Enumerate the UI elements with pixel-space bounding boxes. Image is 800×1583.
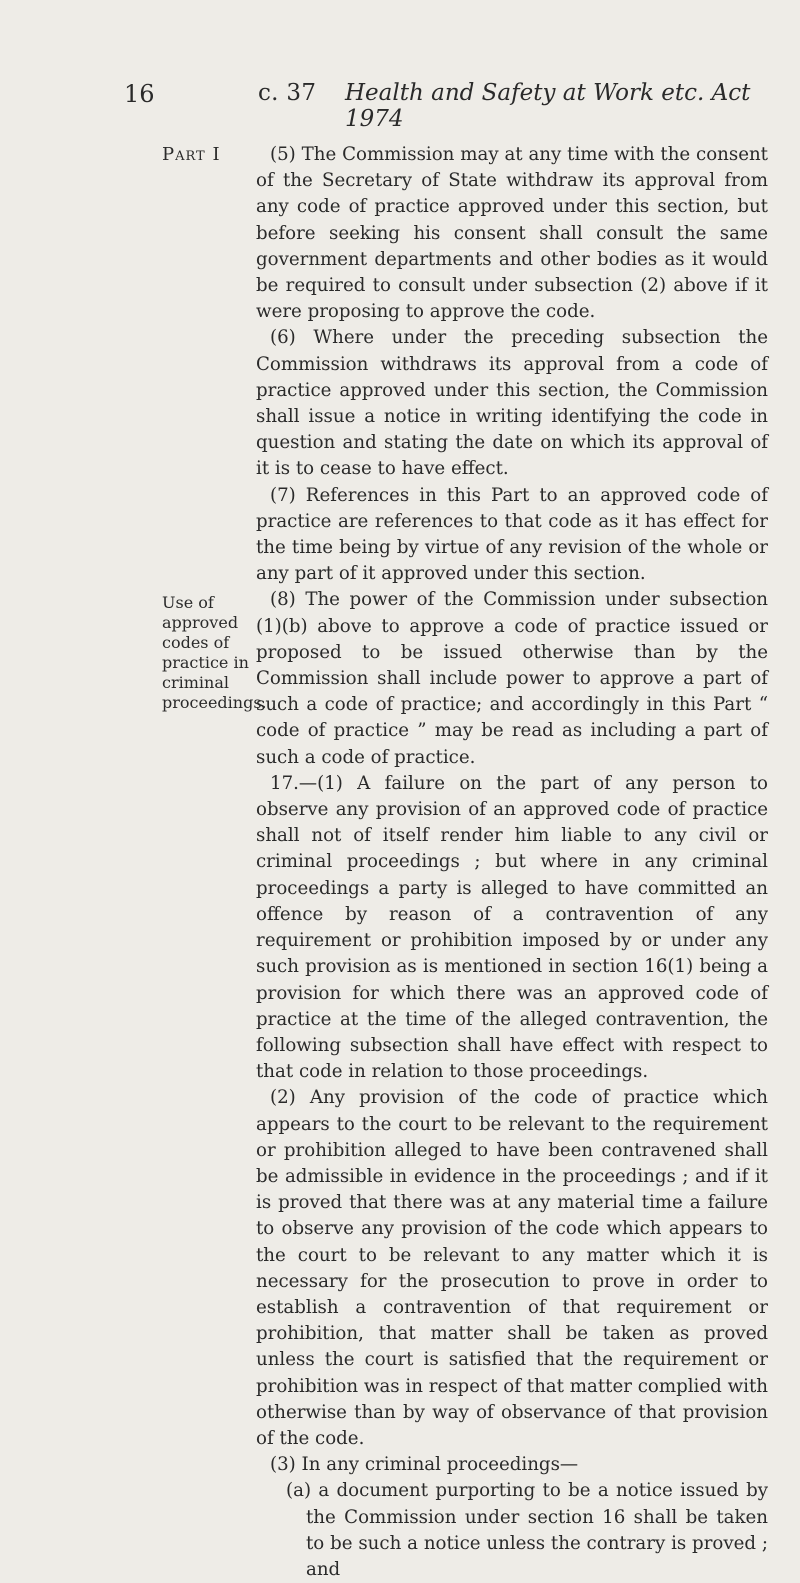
marginal-note-line: proceedings. <box>162 693 267 712</box>
body-text <box>256 142 768 1583</box>
marginal-note-line: Use of <box>162 593 214 612</box>
paragraph-subsection-5: (5) The Commission may at any time with the consent of the Secretary of State withdraw its approval from any code of practice approved under this section, but before seeking his consent shall consult the same government departments and other bodies as it would be required to consult under subsection (2) above if it were proposing to approve the code. <box>256 144 768 323</box>
marginal-note-line: criminal <box>162 673 229 692</box>
marginal-note-line: approved <box>162 613 239 632</box>
paragraph-section-17-2: (2) Any provision of the code of practice which appears to the court to be relevant to the requirement or prohibition alleged to have been contravened shall be admissible in evidence in the proceedings ; and if it is proved that there was at any material time a failure to observe any provision of the code which appears to the court to be relevant to any matter which it is necessary for the prosecution to prove in order to establish a contravention of that requirement or prohibition, that matter shall be taken as proved unless the court is satisfied that the requirement or prohibition was in respect of that matter complied with otherwise than by way of observance of that provision of the code. <box>256 1087 768 1449</box>
marginal-note <box>162 593 267 713</box>
paragraph-subsection-8: (8) The power of the Commission under subsection (1)(b) above to approve a code of practice issued or proposed to be issued otherwise than by the Commission shall include power to approve a part of such a code of practice; and accordingly in this Part “ code of practice ” may be read as including a part of such a code of practice. <box>256 589 768 768</box>
paragraph-section-17-3: (3) In any criminal proceedings— <box>270 1454 579 1476</box>
page-number: 16 <box>124 80 155 108</box>
paragraph-section-17-3-a: (a) a document purporting to be a notice issued by the Commission under section 16 shall be taken to be such a notice unless the contrary is proved ; and <box>286 1480 768 1580</box>
paragraph-subsection-6: (6) Where under the preceding subsection the Commission withdraws its approval from a code of practice approved under this section, the Commission shall issue a notice in writing identifying the code in question and stating the date on which its approval of it is to cease to have effect. <box>256 327 768 480</box>
part-label: Part I <box>162 144 221 165</box>
marginal-note-line: practice in <box>162 653 249 672</box>
paragraph-section-17-1: 17.—(1) A failure on the part of any person to observe any provision of an approved code of practice shall not of itself render him liable to any civil or criminal proceedings ; but where in any criminal proceedings a party is alleged to have committed an offence by reason of a contravention of any requirement or prohibition imposed by or under any such provision as is mentioned in section 16(1) being a provision for which there was an approved code of practice at the time of the alleged contravention, the following subsection shall have effect with respect to that code in relation to those proceedings. <box>256 772 768 1083</box>
chapter-reference: c. 37 <box>258 80 317 106</box>
marginal-note-line: codes of <box>162 633 230 652</box>
running-title: Health and Safety at Work etc. Act 1974 <box>345 80 751 132</box>
paragraph-subsection-7: (7) References in this Part to an approved code of practice are references to that code as it has effect for the time being by virtue of any revision of the whole or any part of it approved under this section. <box>256 484 768 585</box>
